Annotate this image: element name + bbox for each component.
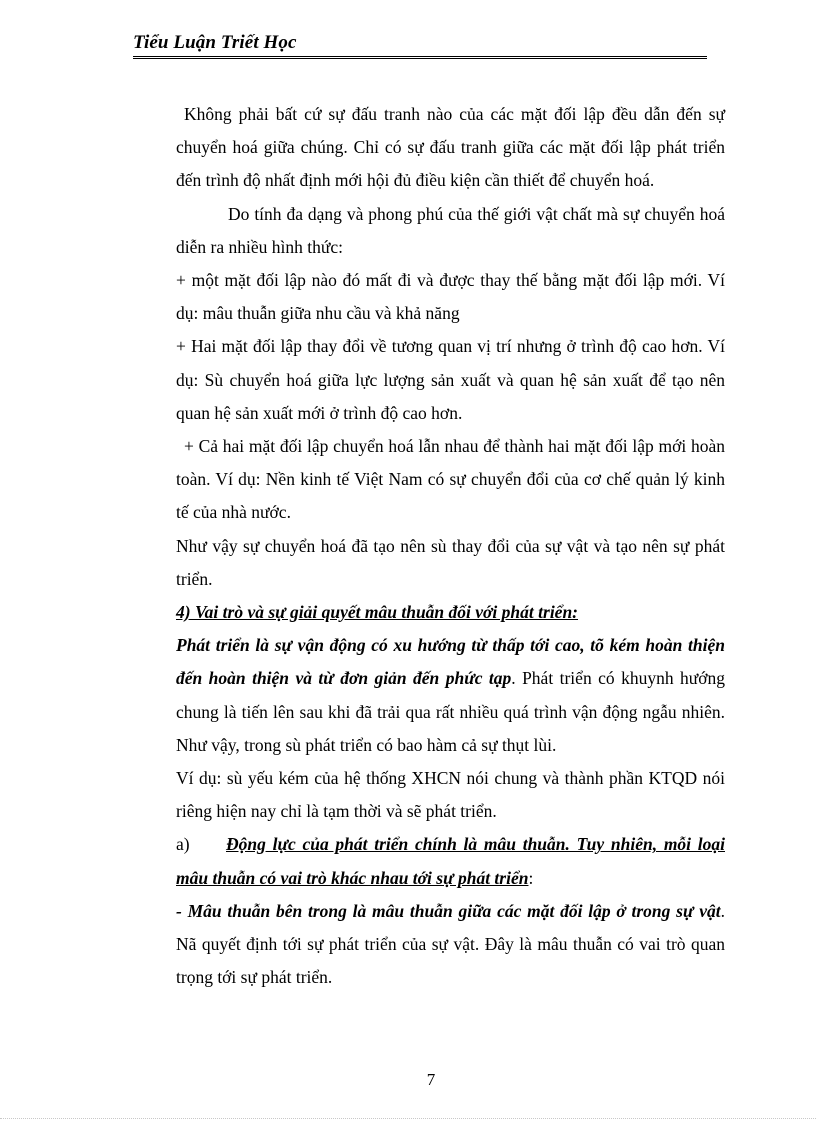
list-item-a bbox=[176, 828, 725, 894]
development-definition-rest: . Phát triển có khuynh hướng chung là tiến lên sau khi đã trải qua rất nhiều quá trình vận động ngẫu nhiên. Như vậy, trong sù phát triển có bao hàm cả sự thụt lùi. bbox=[176, 668, 725, 755]
paragraph-development-definition bbox=[176, 629, 725, 762]
paragraph-form-three: + Cả hai mặt đối lập chuyển hoá lẫn nhau để thành hai mặt đối lập mới hoàn toàn. Ví dụ: Nền kinh tế Việt Nam có sự chuyển đổi của cơ chế quản lý kinh tế của nhà nước. bbox=[176, 436, 725, 523]
page-bottom-edge bbox=[0, 1118, 816, 1119]
section-heading-4: 4) Vai trò và sự giải quyết mâu thuẫn đối với phát triển: bbox=[176, 602, 579, 623]
development-definition-bold: Phát triển là sự vận động có xu hướng từ thấp tới cao, tõ kém hoàn thiện đến hoàn thiện và từ đơn giản đến phức tạp bbox=[176, 635, 725, 689]
paragraph-form-two: + Hai mặt đối lập thay đổi về tương quan vị trí nhưng ở trình độ cao hơn. Ví dụ: Sù chuyển hoá giữa lực lượng sản xuất và quan hệ sản xuất để tạo nên quan hệ sản xuất mới ở trình độ cao hơn. bbox=[176, 336, 725, 423]
list-item-a-colon: : bbox=[528, 867, 534, 888]
document-body bbox=[176, 98, 725, 994]
paragraph-conclusion: Như vậy sự chuyển hoá đã tạo nên sù thay đổi của sự vật và tạo nên sự phát triển. bbox=[176, 535, 725, 589]
paragraph-internal-contradiction bbox=[176, 895, 725, 995]
internal-contradiction-rest: . Nã quyết định tới sự phát triển của sự vật. Đây là mâu thuẫn có vai trò quan trọng tới sự phát triển. bbox=[176, 900, 725, 988]
paragraph-example-xhcn: Ví dụ: sù yếu kém của hệ thống XHCN nói chung và thành phần KTQD nói riêng hiện nay chỉ là tạm thời và sẽ phát triển. bbox=[176, 768, 725, 822]
paragraph-transformation-forms: Do tính đa dạng và phong phú của thế giới vật chất mà sự chuyển hoá diễn ra nhiều hình thức: bbox=[176, 203, 725, 257]
header-rule bbox=[133, 56, 707, 59]
list-marker-a: a) bbox=[176, 834, 190, 855]
paragraph-form-one: + một mặt đối lập nào đó mất đi và được thay thế bằng mặt đối lập mới. Ví dụ: mâu thuẫn giữa nhu cầu và khả năng bbox=[176, 270, 725, 324]
paragraph-transformation-condition: Không phải bất cứ sự đấu tranh nào của các mặt đối lập đều dẫn đến sự chuyển hoá giữa chúng. Chỉ có sự đấu tranh giữa các mặt đối lập phát triển đến trình độ nhất định mới hội đủ điều kiện cần thiết để chuyển hoá. bbox=[176, 104, 725, 191]
page-number: 7 bbox=[426, 1070, 436, 1089]
header-title: Tiểu Luận Triết Học bbox=[133, 32, 297, 53]
page-header bbox=[133, 32, 707, 54]
list-item-a-text: Động lực của phát triển chính là mâu thuẫn. Tuy nhiên, mỗi loại mâu thuẫn có vai trò khác nhau tới sự phát triển bbox=[176, 834, 725, 888]
internal-contradiction-bold: - Mâu thuẫn bên trong là mâu thuẫn giữa các mặt đối lập ở trong sự vật bbox=[176, 900, 721, 921]
